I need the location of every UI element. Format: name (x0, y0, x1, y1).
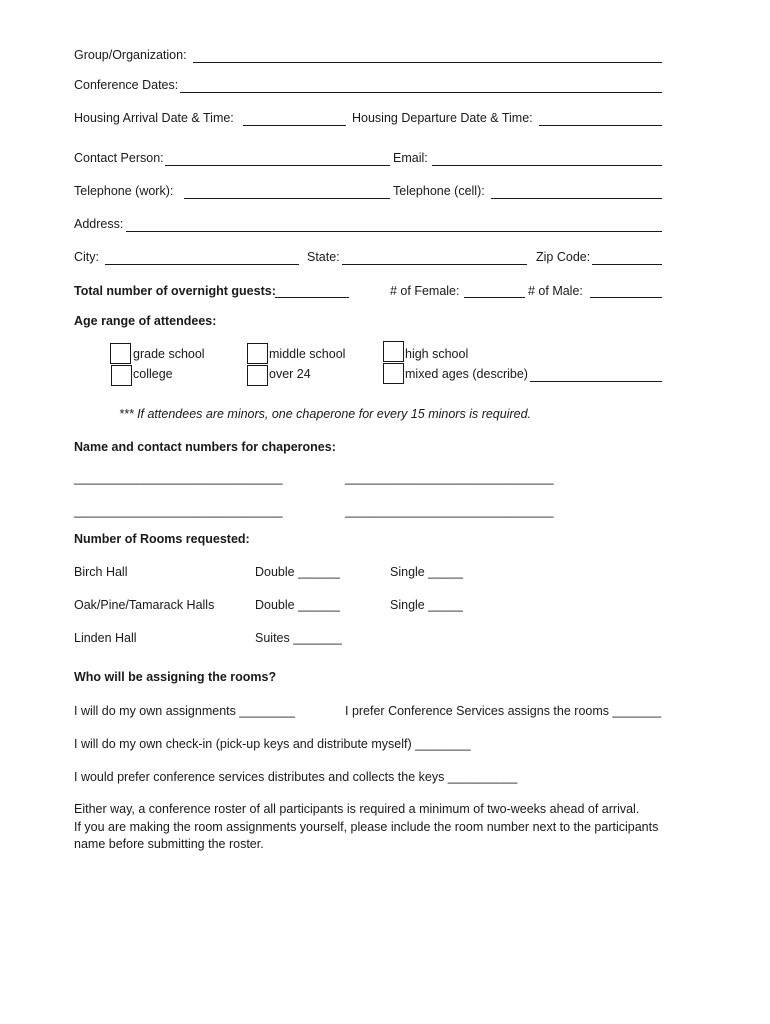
over-24-label: over 24 (269, 367, 311, 381)
high-school-label: high school (405, 347, 469, 361)
mixed-ages-label: mixed ages (describe) (405, 367, 528, 381)
conference-dates-label: Conference Dates: (74, 78, 179, 92)
chaperones-heading: Name and contact numbers for chaperones: (74, 440, 336, 454)
grade-school-label: grade school (133, 347, 205, 361)
male-field[interactable] (590, 297, 662, 298)
distribute-keys-option[interactable]: I would prefer conference services distributes and collects the keys __________ (74, 770, 518, 784)
own-assignments-option[interactable]: I will do my own assignments ________ (74, 704, 295, 718)
tel-cell-label: Telephone (cell): (393, 184, 485, 198)
room-single-field[interactable]: Single _____ (390, 565, 463, 579)
college-label: college (133, 367, 173, 381)
departure-field[interactable] (539, 125, 662, 126)
room-hall-label: Birch Hall (74, 565, 128, 579)
high-school-checkbox[interactable] (383, 341, 404, 362)
zip-field[interactable] (592, 264, 662, 265)
tel-work-label: Telephone (work): (74, 184, 174, 198)
room-double-field[interactable]: Double ______ (255, 598, 340, 612)
email-field[interactable] (432, 165, 662, 166)
address-label: Address: (74, 217, 124, 231)
over-24-checkbox[interactable] (247, 365, 268, 386)
email-label: Email: (393, 151, 428, 165)
own-checkin-option[interactable]: I will do my own check-in (pick-up keys and distribute myself) ________ (74, 737, 471, 751)
assign-heading: Who will be assigning the rooms? (74, 670, 277, 684)
mixed-ages-field[interactable] (530, 381, 662, 382)
contact-person-label: Contact Person: (74, 151, 164, 165)
room-hall-label: Oak/Pine/Tamarack Halls (74, 598, 215, 612)
room-single-field[interactable]: Single _____ (390, 598, 463, 612)
group-field[interactable] (193, 62, 662, 63)
rooms-heading: Number of Rooms requested: (74, 532, 250, 546)
chaperone-field-1[interactable]: ______________________________ (74, 471, 283, 485)
chaperone-note: *** If attendees are minors, one chaperone for every 15 minors is required. (119, 407, 532, 421)
city-field[interactable] (105, 264, 299, 265)
college-checkbox[interactable] (111, 365, 132, 386)
footer-line-3: name before submitting the roster. (74, 837, 264, 851)
middle-school-checkbox[interactable] (247, 343, 268, 364)
room-hall-label: Linden Hall (74, 631, 137, 645)
tel-work-field[interactable] (184, 198, 390, 199)
state-field[interactable] (342, 264, 527, 265)
state-label: State: (307, 250, 340, 264)
chaperone-field-3[interactable]: ______________________________ (74, 504, 283, 518)
female-label: # of Female: (390, 284, 460, 298)
arrival-field[interactable] (243, 125, 346, 126)
room-double-field[interactable]: Double ______ (255, 565, 340, 579)
chaperone-field-4[interactable]: ______________________________ (345, 504, 554, 518)
zip-label: Zip Code: (536, 250, 591, 264)
contact-person-field[interactable] (165, 165, 390, 166)
address-field[interactable] (126, 231, 662, 232)
group-label: Group/Organization: (74, 48, 187, 62)
departure-label: Housing Departure Date & Time: (352, 111, 533, 125)
mixed-ages-checkbox[interactable] (383, 363, 404, 384)
footer-line-2: If you are making the room assignments yourself, please include the room number next to the participants (74, 820, 659, 834)
prefer-conference-option[interactable]: I prefer Conference Services assigns the rooms _______ (345, 704, 662, 718)
chaperone-field-2[interactable]: ______________________________ (345, 471, 554, 485)
grade-school-checkbox[interactable] (110, 343, 131, 364)
footer-line-1: Either way, a conference roster of all participants is required a minimum of two-weeks ahead of arrival. (74, 802, 640, 816)
total-guests-label: Total number of overnight guests: (74, 284, 276, 298)
age-range-heading: Age range of attendees: (74, 314, 217, 328)
city-label: City: (74, 250, 99, 264)
total-guests-field[interactable] (275, 297, 349, 298)
conference-dates-field[interactable] (180, 92, 662, 93)
arrival-label: Housing Arrival Date & Time: (74, 111, 234, 125)
female-field[interactable] (464, 297, 525, 298)
male-label: # of Male: (528, 284, 583, 298)
middle-school-label: middle school (269, 347, 346, 361)
tel-cell-field[interactable] (491, 198, 662, 199)
room-suites-field[interactable]: Suites _______ (255, 631, 342, 645)
